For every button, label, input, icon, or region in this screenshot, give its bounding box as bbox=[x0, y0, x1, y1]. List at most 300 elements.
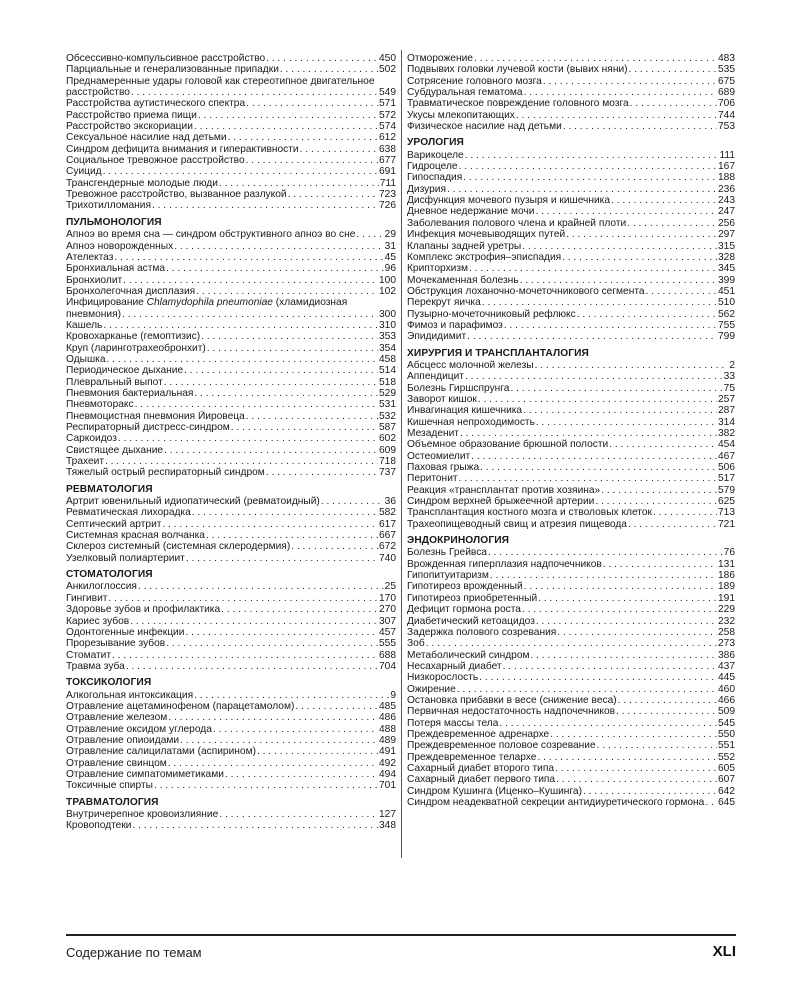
dot-leader bbox=[611, 195, 717, 206]
dot-leader bbox=[108, 593, 378, 604]
toc-entry[interactable] bbox=[66, 553, 396, 564]
dot-leader bbox=[566, 229, 717, 240]
toc-entry-page: 45 bbox=[384, 251, 396, 263]
toc-entry-page: 111 bbox=[719, 149, 735, 161]
dot-leader bbox=[103, 166, 378, 177]
toc-entry[interactable] bbox=[66, 735, 396, 746]
toc-entry[interactable] bbox=[66, 76, 396, 99]
toc-entry[interactable] bbox=[66, 627, 396, 638]
toc-entry[interactable] bbox=[66, 263, 396, 274]
toc-entry[interactable] bbox=[66, 297, 396, 320]
toc-entry[interactable] bbox=[407, 786, 735, 797]
footer-rule bbox=[66, 934, 736, 936]
dot-leader bbox=[465, 150, 719, 161]
toc-entry[interactable] bbox=[407, 110, 735, 121]
dot-leader bbox=[194, 690, 389, 701]
toc-entry[interactable] bbox=[66, 110, 396, 121]
toc-entry-title: Пневмоторакс bbox=[66, 399, 134, 411]
toc-entry[interactable] bbox=[66, 64, 396, 75]
toc-entry-page: 29 bbox=[384, 229, 396, 241]
toc-entry-title: Заворот кишок bbox=[407, 393, 477, 405]
toc-entry[interactable] bbox=[407, 53, 735, 64]
toc-entry[interactable] bbox=[66, 507, 396, 518]
toc-entry-page: 33 bbox=[723, 371, 735, 383]
dot-leader bbox=[563, 121, 717, 132]
toc-entry-page: 127 bbox=[379, 809, 396, 820]
toc-entry[interactable] bbox=[407, 206, 735, 217]
toc-entry[interactable] bbox=[407, 286, 735, 297]
toc-entry[interactable] bbox=[66, 530, 396, 541]
toc-entry[interactable] bbox=[407, 547, 735, 558]
toc-entry[interactable] bbox=[66, 712, 396, 723]
toc-entry-title: Пневмоцистная пневмония Йировеца bbox=[66, 410, 245, 422]
toc-entry[interactable] bbox=[407, 428, 735, 439]
toc-entry[interactable] bbox=[66, 541, 396, 552]
dot-leader bbox=[482, 297, 717, 308]
dot-leader bbox=[131, 87, 378, 98]
dot-leader bbox=[184, 365, 378, 376]
toc-entry-page: 345 bbox=[718, 263, 735, 275]
toc-entry[interactable] bbox=[407, 507, 735, 518]
dot-leader bbox=[138, 581, 384, 592]
toc-entry-title: Парциальные и генерализованные припадки bbox=[66, 64, 279, 76]
toc-entry[interactable] bbox=[407, 616, 735, 627]
toc-entry[interactable] bbox=[407, 252, 735, 263]
toc-entry-title: Саркоидоз bbox=[66, 433, 117, 445]
toc-entry[interactable] bbox=[407, 309, 735, 320]
toc-entry[interactable] bbox=[66, 650, 396, 661]
toc-entry-title: Прорезывание зубов bbox=[66, 638, 166, 650]
toc-entry-title: Аппендицит bbox=[407, 371, 464, 383]
toc-entry-title: Дневное недержание мочи bbox=[407, 206, 535, 218]
toc-entry[interactable] bbox=[407, 473, 735, 484]
dot-leader bbox=[166, 263, 384, 274]
dot-leader bbox=[520, 275, 717, 286]
toc-entry[interactable] bbox=[407, 150, 735, 161]
toc-entry[interactable] bbox=[407, 684, 735, 695]
dot-leader bbox=[246, 411, 378, 422]
dot-leader bbox=[479, 672, 717, 683]
toc-entry[interactable] bbox=[407, 218, 735, 229]
toc-entry[interactable] bbox=[66, 519, 396, 530]
dot-leader bbox=[257, 746, 378, 757]
dot-leader bbox=[295, 701, 378, 712]
dot-leader bbox=[246, 155, 378, 166]
toc-entry[interactable] bbox=[66, 144, 396, 155]
toc-entry[interactable] bbox=[407, 593, 735, 604]
title-italic-part: Chlamydophila pneumoniae bbox=[146, 297, 273, 309]
toc-entry-page: 348 bbox=[379, 820, 396, 832]
toc-entry-title: Бронхиальная астма bbox=[66, 263, 166, 275]
toc-entry[interactable] bbox=[407, 451, 735, 462]
toc-entry-title: Алкогольная интоксикация bbox=[66, 689, 194, 701]
toc-entry[interactable] bbox=[407, 604, 735, 615]
toc-entry-page: 247 bbox=[718, 206, 735, 218]
dot-leader bbox=[557, 627, 717, 638]
toc-entry[interactable] bbox=[407, 570, 735, 581]
toc-entry[interactable] bbox=[66, 593, 396, 604]
toc-entry-page: 721 bbox=[718, 518, 735, 530]
toc-entry-title: Инфекция мочевыводящих путей bbox=[407, 229, 566, 241]
toc-entry-title: Диабетический кетоацидоз bbox=[407, 615, 535, 627]
toc-entry-title: Стоматит bbox=[66, 649, 112, 661]
dot-leader bbox=[478, 394, 717, 405]
toc-entry[interactable] bbox=[66, 365, 396, 376]
toc-entry-title: Синдром верхней брыжеечной артерии bbox=[407, 496, 595, 508]
toc-entry[interactable] bbox=[407, 752, 735, 763]
toc-entry[interactable] bbox=[407, 121, 735, 132]
toc-entry[interactable] bbox=[407, 195, 735, 206]
dot-leader bbox=[556, 774, 717, 785]
toc-entry-page: 300 bbox=[379, 308, 396, 320]
toc-entry[interactable] bbox=[66, 661, 396, 672]
toc-entry[interactable] bbox=[66, 422, 396, 433]
section-heading: ХИРУРГИЯ И ТРАНСПЛАНТАЛОГИЯ bbox=[407, 347, 589, 359]
toc-entry[interactable] bbox=[407, 581, 735, 592]
toc-entry-title-line2: пневмония) bbox=[66, 308, 122, 320]
toc-entry-page: 551 bbox=[718, 740, 735, 752]
toc-entry[interactable] bbox=[66, 724, 396, 735]
toc-entry[interactable] bbox=[66, 388, 396, 399]
toc-entry[interactable] bbox=[407, 383, 735, 394]
title-part: Инфицирование bbox=[66, 297, 147, 309]
dot-leader bbox=[126, 661, 378, 672]
dot-leader bbox=[629, 64, 717, 75]
toc-entry-title: Первичная недостаточность надпочечников bbox=[407, 706, 616, 718]
toc-entry-page: 229 bbox=[718, 604, 735, 616]
toc-entry[interactable] bbox=[407, 331, 735, 342]
toc-entry-page: 726 bbox=[379, 200, 396, 212]
dot-leader bbox=[535, 206, 717, 217]
toc-entry[interactable] bbox=[407, 797, 735, 808]
dot-leader bbox=[616, 706, 717, 717]
toc-entry-page: 514 bbox=[379, 365, 396, 377]
toc-entry[interactable] bbox=[66, 343, 396, 354]
title-part: (хламидиозная bbox=[272, 297, 348, 309]
toc-entry-title: Болезнь Грейвса bbox=[407, 547, 487, 559]
toc-entry-title: Отравление симпатомиметиками bbox=[66, 768, 224, 780]
toc-entry-page: 713 bbox=[718, 507, 735, 519]
toc-entry-page: 638 bbox=[379, 143, 396, 155]
toc-entry[interactable] bbox=[66, 241, 396, 252]
toc-entry-title: Несахарный диабет bbox=[407, 660, 502, 672]
toc-entry[interactable] bbox=[66, 331, 396, 342]
toc-entry[interactable] bbox=[407, 729, 735, 740]
toc-entry-title: Дефицит гормона роста bbox=[407, 604, 521, 616]
toc-entry-title: Суицид bbox=[66, 166, 102, 178]
toc-entry[interactable] bbox=[407, 297, 735, 308]
toc-entry[interactable] bbox=[407, 241, 735, 252]
toc-entry[interactable] bbox=[66, 433, 396, 444]
dot-leader bbox=[535, 360, 729, 371]
toc-entry-page: 799 bbox=[718, 331, 735, 343]
toc-entry-title: Реакция «трансплантат против хозяина» bbox=[407, 484, 601, 496]
dot-leader bbox=[356, 229, 383, 240]
toc-entry-page: 510 bbox=[718, 297, 735, 309]
toc-entry[interactable] bbox=[66, 769, 396, 780]
dot-leader bbox=[595, 496, 717, 507]
dot-leader bbox=[288, 189, 378, 200]
toc-entry[interactable] bbox=[407, 439, 735, 450]
dot-leader bbox=[219, 809, 378, 820]
toc-entry-page: 236 bbox=[718, 183, 735, 195]
dot-leader bbox=[154, 780, 378, 791]
toc-entry[interactable] bbox=[407, 672, 735, 683]
toc-entry-page: 667 bbox=[379, 530, 396, 542]
dot-leader bbox=[219, 178, 379, 189]
toc-entry[interactable] bbox=[407, 98, 735, 109]
toc-entry[interactable] bbox=[407, 740, 735, 751]
toc-entry-title: Отравление опиоидами bbox=[66, 734, 180, 746]
toc-entry[interactable] bbox=[66, 178, 396, 189]
toc-entry-page: 607 bbox=[718, 774, 735, 786]
toc-left-column bbox=[66, 53, 396, 832]
toc-entry-title: Отравление салицилатами (аспирином) bbox=[66, 746, 256, 758]
toc-entry-title: Травматическое повреждение головного мозга bbox=[407, 98, 629, 110]
toc-entry-page: 737 bbox=[379, 467, 396, 479]
toc-entry[interactable] bbox=[66, 496, 396, 507]
toc-entry-title: Ревматическая лихорадка bbox=[66, 507, 191, 519]
toc-entry-title: Пузырно-мочеточниковый рефлюкс bbox=[407, 308, 576, 320]
toc-entry-page: 445 bbox=[718, 672, 735, 684]
toc-entry-title: Пневмония бактериальная bbox=[66, 387, 194, 399]
dot-leader bbox=[280, 64, 378, 75]
toc-entry[interactable] bbox=[407, 371, 735, 382]
toc-entry[interactable] bbox=[407, 275, 735, 286]
toc-entry-title: Синдром неадекватной секреции антидиуретического гормона bbox=[407, 797, 705, 808]
toc-entry-title: Дисфункция мочевого пузыря и кишечника bbox=[407, 195, 611, 207]
toc-entry[interactable] bbox=[66, 780, 396, 791]
toc-entry-title: Преждевременное адренархе bbox=[407, 728, 550, 740]
toc-entry-page: 189 bbox=[718, 581, 735, 593]
toc-entry[interactable] bbox=[407, 627, 735, 638]
toc-entry[interactable] bbox=[66, 581, 396, 592]
toc-entry-page: 102 bbox=[379, 285, 396, 297]
toc-entry[interactable] bbox=[407, 161, 735, 172]
toc-entry-page: 451 bbox=[718, 285, 735, 297]
toc-entry[interactable] bbox=[407, 650, 735, 661]
dot-leader bbox=[603, 559, 717, 570]
toc-entry-title: Круп (ларинготрахеобронхит) bbox=[66, 342, 206, 354]
toc-entry[interactable] bbox=[66, 229, 396, 240]
dot-leader bbox=[130, 616, 378, 627]
toc-entry-page: 502 bbox=[379, 64, 396, 76]
toc-entry[interactable] bbox=[66, 286, 396, 297]
toc-entry[interactable] bbox=[407, 87, 735, 98]
toc-entry-line2 bbox=[66, 309, 396, 320]
toc-entry-page: 386 bbox=[718, 649, 735, 661]
toc-entry-page: 2 bbox=[729, 359, 735, 371]
toc-entry[interactable] bbox=[407, 76, 735, 87]
dot-leader bbox=[630, 98, 717, 109]
dot-leader bbox=[192, 507, 378, 518]
toc-entry-page: 718 bbox=[379, 456, 396, 468]
toc-entry-title: Ателектаз bbox=[66, 251, 114, 263]
toc-entry-title: Инвагинация кишечника bbox=[407, 405, 523, 417]
toc-entry-page: 552 bbox=[718, 751, 735, 763]
toc-entry-page: 486 bbox=[379, 712, 396, 724]
toc-entry-title: Мезаденит bbox=[407, 428, 459, 439]
toc-entry-title: Трихотилломания bbox=[66, 200, 151, 212]
dot-leader bbox=[522, 604, 717, 615]
dot-leader bbox=[152, 200, 378, 211]
toc-entry-page: 96 bbox=[384, 263, 396, 275]
toc-entry[interactable] bbox=[407, 172, 735, 183]
toc-entry-title: Кишечная непроходимость bbox=[407, 416, 535, 428]
dot-leader bbox=[122, 309, 378, 320]
toc-entry[interactable] bbox=[66, 155, 396, 166]
toc-entry[interactable] bbox=[407, 320, 735, 331]
toc-entry-page: 675 bbox=[718, 75, 735, 87]
toc-entry[interactable] bbox=[407, 638, 735, 649]
footer-section-title: Содержание по темам bbox=[66, 945, 202, 960]
toc-entry[interactable] bbox=[66, 809, 396, 820]
toc-entry[interactable] bbox=[407, 661, 735, 672]
toc-entry[interactable] bbox=[66, 166, 396, 177]
toc-entry[interactable] bbox=[407, 496, 735, 507]
toc-entry-page: 491 bbox=[379, 746, 396, 758]
toc-entry[interactable] bbox=[66, 320, 396, 331]
toc-entry[interactable] bbox=[407, 417, 735, 428]
toc-entry[interactable] bbox=[66, 701, 396, 712]
dot-leader bbox=[653, 507, 717, 518]
toc-entry-page: 605 bbox=[718, 762, 735, 774]
dot-leader bbox=[228, 132, 378, 143]
toc-entry[interactable] bbox=[66, 690, 396, 701]
toc-entry[interactable] bbox=[407, 706, 735, 717]
toc-entry[interactable] bbox=[66, 354, 396, 365]
dot-leader bbox=[465, 371, 723, 382]
toc-entry[interactable] bbox=[66, 98, 396, 109]
toc-entry-page: 170 bbox=[379, 592, 396, 604]
toc-entry[interactable] bbox=[66, 445, 396, 456]
toc-entry[interactable] bbox=[66, 746, 396, 757]
dot-leader bbox=[490, 570, 717, 581]
toc-entry-title: Дизурия bbox=[407, 183, 446, 195]
toc-entry[interactable] bbox=[66, 53, 396, 64]
dot-leader bbox=[522, 241, 717, 252]
toc-entry-page: 689 bbox=[718, 87, 735, 99]
toc-entry-title: Апноэ новорожденных bbox=[66, 240, 174, 252]
toc-entry[interactable] bbox=[407, 763, 735, 774]
toc-entry[interactable] bbox=[66, 200, 396, 211]
toc-entry-title: Отравление ацетаминофеном (парацетамолом) bbox=[66, 700, 295, 712]
toc-entry[interactable] bbox=[66, 411, 396, 422]
toc-entry[interactable] bbox=[407, 774, 735, 785]
toc-entry[interactable] bbox=[407, 519, 735, 530]
toc-entry[interactable] bbox=[407, 64, 735, 75]
toc-entry-title: Расстройства аутистического спектра bbox=[66, 98, 246, 110]
toc-entry-title: Физическое насилие над детьми bbox=[407, 121, 562, 133]
toc-entry[interactable] bbox=[66, 758, 396, 769]
toc-entry-page: 297 bbox=[718, 229, 735, 241]
toc-entry-title: Септический артрит bbox=[66, 518, 162, 530]
toc-entry-title: Одышка bbox=[66, 353, 106, 365]
toc-entry[interactable] bbox=[407, 718, 735, 729]
dot-leader bbox=[550, 729, 717, 740]
toc-entry-title: Варикоцеле bbox=[407, 149, 464, 161]
toc-entry-page: 100 bbox=[379, 274, 396, 286]
toc-entry-page: 587 bbox=[379, 422, 396, 433]
toc-entry[interactable] bbox=[66, 467, 396, 478]
toc-entry[interactable] bbox=[407, 405, 735, 416]
toc-entry[interactable] bbox=[66, 252, 396, 263]
dot-leader bbox=[291, 541, 378, 552]
toc-entry-title: Гипопитуитаризм bbox=[407, 570, 489, 582]
toc-entry-page: 582 bbox=[379, 507, 396, 519]
toc-entry-title: Клапаны задней уретры bbox=[407, 240, 522, 252]
toc-entry[interactable] bbox=[66, 399, 396, 410]
toc-entry-title: Обсессивно-компульсивное расстройство bbox=[66, 53, 266, 64]
toc-entry-title: Подвывих головки лучевой кости (вывих няни) bbox=[407, 64, 628, 76]
toc-entry-title: Трахеит bbox=[66, 456, 104, 468]
toc-entry[interactable] bbox=[66, 604, 396, 615]
dot-leader bbox=[231, 422, 378, 433]
toc-entry-title: Метаболический синдром bbox=[407, 649, 530, 661]
toc-entry[interactable] bbox=[66, 456, 396, 467]
toc-entry[interactable] bbox=[66, 820, 396, 831]
toc-entry[interactable] bbox=[66, 377, 396, 388]
dot-leader bbox=[201, 331, 378, 342]
toc-entry-page: 258 bbox=[718, 626, 735, 638]
toc-entry[interactable] bbox=[407, 184, 735, 195]
toc-entry[interactable] bbox=[407, 559, 735, 570]
dot-leader bbox=[628, 519, 717, 530]
toc-entry-title: Отморожение bbox=[407, 53, 473, 64]
dot-leader bbox=[321, 496, 384, 507]
dot-leader bbox=[555, 763, 717, 774]
dot-leader bbox=[426, 638, 717, 649]
toc-entry-title: Гидроцеле bbox=[407, 161, 458, 173]
toc-entry[interactable] bbox=[66, 616, 396, 627]
toc-entry[interactable] bbox=[66, 189, 396, 200]
toc-entry[interactable] bbox=[407, 360, 735, 371]
toc-entry[interactable] bbox=[66, 275, 396, 286]
toc-entry-title: Гипоспадия bbox=[407, 172, 463, 184]
toc-entry-page: 744 bbox=[718, 109, 735, 121]
dot-leader bbox=[504, 320, 717, 331]
toc-entry[interactable] bbox=[407, 485, 735, 496]
toc-entry-page: 257 bbox=[718, 393, 735, 405]
toc-entry[interactable] bbox=[66, 132, 396, 143]
toc-entry-title: Трансплантация костного мозга и стволовых клеток bbox=[407, 507, 652, 519]
toc-entry-title: Кровоподтеки bbox=[66, 820, 132, 832]
toc-entry-title: Гингивит bbox=[66, 592, 108, 604]
toc-entry-title: Периодическое дыхание bbox=[66, 365, 184, 377]
dot-leader bbox=[459, 161, 717, 172]
toc-entry-title: Синдром дефицита внимания и гиперактивности bbox=[66, 143, 299, 155]
toc-entry-page: 310 bbox=[379, 319, 396, 331]
toc-entry[interactable] bbox=[407, 695, 735, 706]
dot-leader bbox=[597, 740, 717, 751]
dot-leader bbox=[206, 530, 378, 541]
toc-entry[interactable] bbox=[407, 263, 735, 274]
toc-entry[interactable] bbox=[407, 229, 735, 240]
dot-leader bbox=[510, 383, 722, 394]
dot-leader bbox=[457, 684, 717, 695]
toc-entry[interactable] bbox=[66, 121, 396, 132]
toc-entry-title: Укусы млекопитающих bbox=[407, 109, 515, 121]
dot-leader bbox=[538, 593, 717, 604]
toc-entry-page: 273 bbox=[718, 638, 735, 650]
toc-entry-title: Субдуральная гематома bbox=[407, 87, 523, 99]
toc-entry-title: Сотрясение головного мозга bbox=[407, 75, 542, 87]
toc-entry[interactable] bbox=[407, 462, 735, 473]
toc-entry[interactable] bbox=[407, 394, 735, 405]
toc-entry-page: 232 bbox=[718, 615, 735, 627]
toc-entry-page: 555 bbox=[379, 638, 396, 650]
toc-entry[interactable] bbox=[66, 638, 396, 649]
